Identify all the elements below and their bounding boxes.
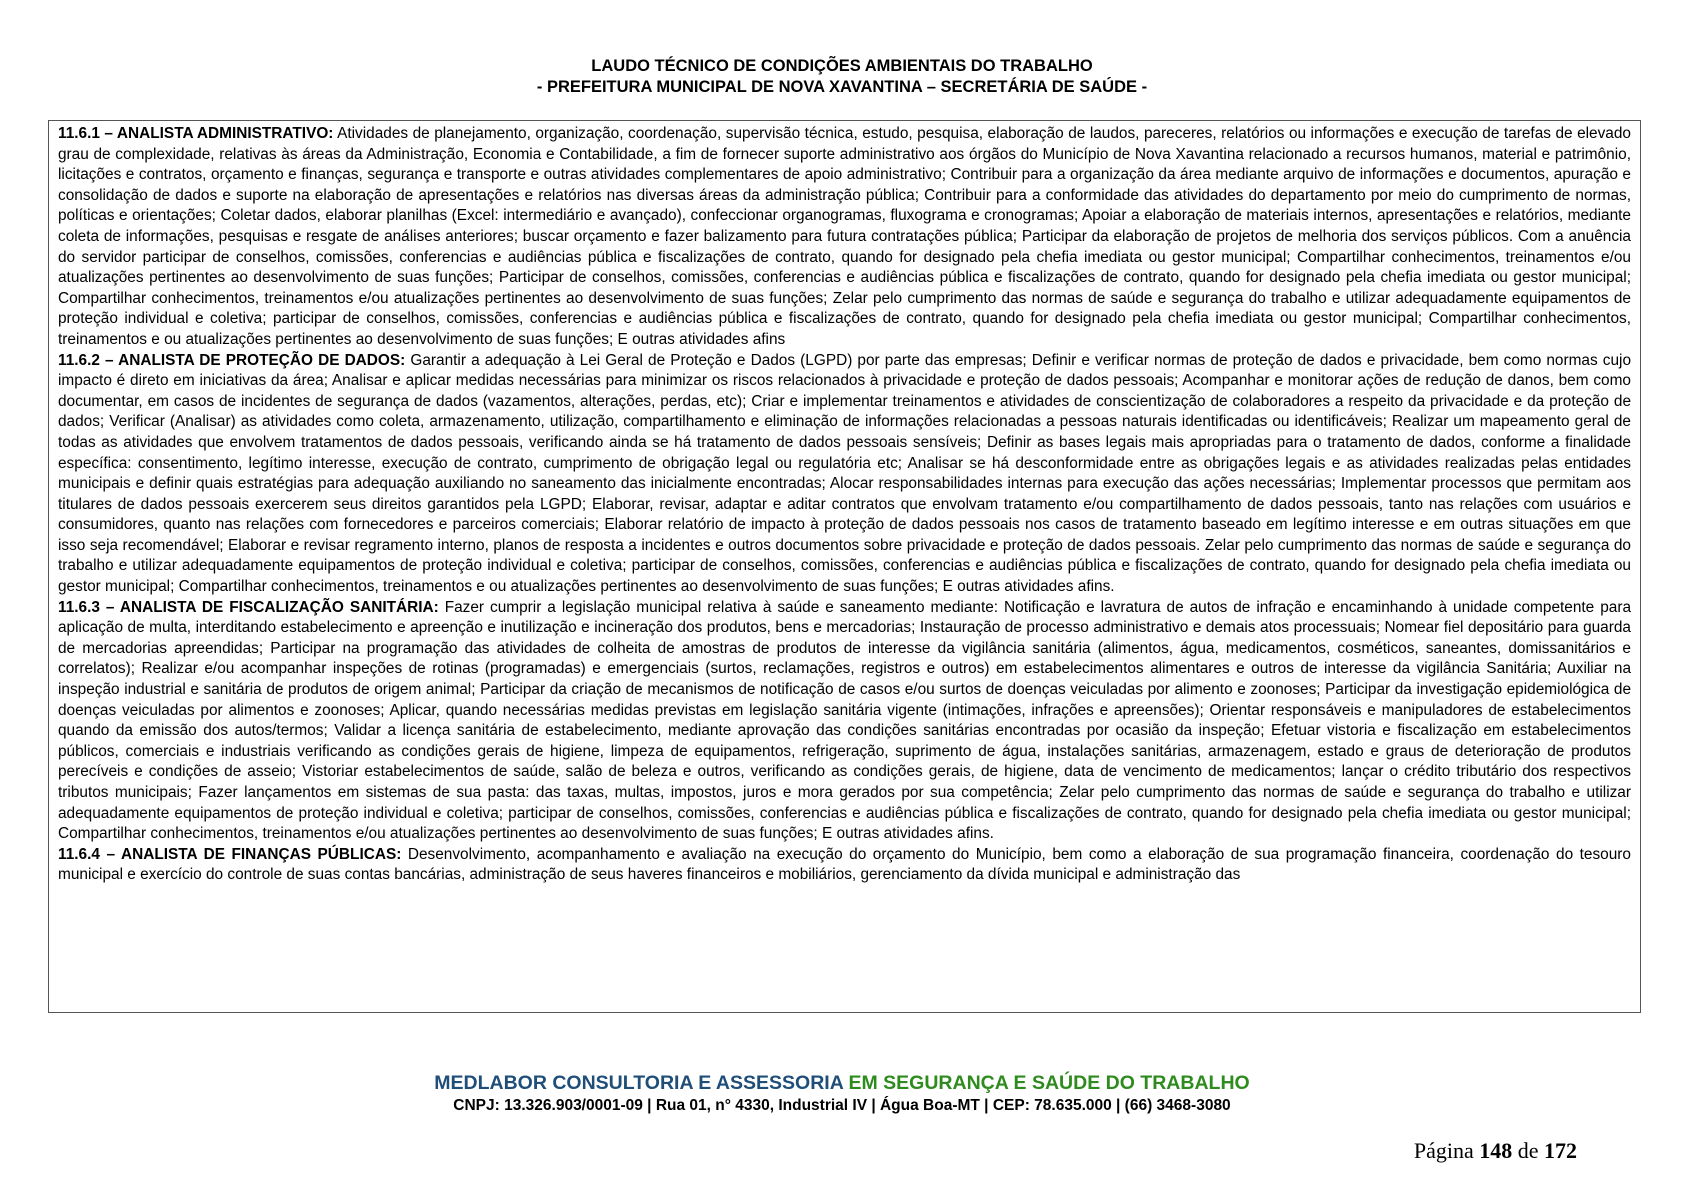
footer-contact: CNPJ: 13.326.903/0001-09 | Rua 01, n° 4330, Industrial IV | Água Boa-MT | CEP: 78.635.000 | (66) 3468-3080: [453, 1097, 1231, 1114]
company-name-blue: MEDLABOR CONSULTORIA E ASSESSORIA: [434, 1072, 844, 1094]
section-heading: 11.6.4 – ANALISTA DE FINANÇAS PÚBLICAS:: [58, 845, 402, 863]
page-current: 148: [1479, 1138, 1513, 1163]
section-text: Garantir a adequação à Lei Geral de Proteção e Dados (LGPD) por parte das empresas; Definir e verificar normas de proteção de dados e privacidade, bem como normas cujo impacto é direto em iniciativas da área; Analisar e aplicar medidas necessárias para minimizar os riscos relacionados à privacidade e proteção de dados pessoais; Acompanhar e monitorar ações de redução de danos, bem como documentar, em casos de incidentes de segurança de dados (vazamentos, alterações, perdas, etc); Criar e implementar treinamentos e atividades de conscientização de colaboradores a respeito da privacidade e da proteção de dados; Verificar (Analisar) as atividades como coleta, armazenamento, utilização, compartilhamento e eliminação de informações relacionadas a pessoas naturais identificadas ou identificáveis; Realizar um mapeamento geral de todas as atividades que envolvem tratamentos de dados pessoais, verificando ainda se há tratamento de dados pessoais sensíveis; Definir as bases legais mais apropriadas para o tratamento de dados, conforme a finalidade específica: consentimento, legítimo interesse, execução de contrato, cumprimento de obrigação legal ou regulatória etc; Analisar se há desconformidade entre as obrigações legais e as atividades realizadas pelas entidades municipais e definir quais estratégias para adequação auxiliando no saneamento das inicialmente encontradas; Alocar responsabilidades internas para execução das ações necessárias; Implementar processos que permitam aos titulares de dados pessoais exercerem seus direitos garantidos pela LGPD; Elaborar, revisar, adaptar e aditar contratos que envolvam tratamento e/ou compartilhamento de dados pessoais, tanto nas relações com usuários e consumidores, quanto nas relações com fornecedores e parceiros comerciais; Elaborar relatório de impacto à proteção de dados pessoais nos casos de tratamento baseado em legítimo interesse e em outras situações em que isso seja recomendável; Elaborar e revisar regramento interno, planos de resposta a incidentes e outros documentos sobre privacidade e proteção de dados pessoais. Zelar pelo cumprimento das normas de saúde e segurança do trabalho e utilizar adequadamente equipamentos de proteção individual e coletiva; participar de conselhos, comissões, conferencias e audiências pública e fiscalizações de contrato, quando for designado pela chefia imediata ou gestor municipal; Compartilhar conhecimentos, treinamentos e ou atualizações pertinentes ao desenvolvimento de suas funções; E outras atividades afins.: [58, 351, 1632, 596]
section-text: Atividades de planejamento, organização, coordenação, supervisão técnica, estudo, pesquisa, elaboração de laudos, pareceres, relatórios ou informações e execução de tarefas de elevado grau de complexidade, relativas às áreas da Administração, Economia e Contabilidade, a fim de fornecer suporte administrativo aos órgãos do Município de Nova Xavantina relacionado a recursos humanos, material e patrimônio, licitações e contratos, orçamento e finanças, segurança e transporte e outras atividades complementares de apoio administrativo; Contribuir para a organização da área mediante arquivo de informações e documentos, apuração e consolidação de dados e suporte na elaboração de apresentações e relatórios nas diversas áreas da administração pública; Contribuir para a conformidade das atividades do departamento por meio do cumprimento de normas, políticas e orientações; Coletar dados, elaborar planilhas (Excel: intermediário e avançado), confeccionar organogramas, fluxograma e cronogramas; Apoiar a elaboração de materiais internos, apresentações e relatórios, mediante coleta de informações, pesquisas e resgate de análises anteriores; buscar orçamento e fazer balizamento para futura contratações pública; Participar da elaboração de projetos de melhoria dos serviços públicos. Com a anuência do servidor participar de conselhos, comissões, conferencias e audiências pública e fiscalizações de contrato, quando for designado pela chefia imediata ou gestor municipal; Compartilhar conhecimentos, treinamentos e/ou atualizações pertinentes ao desenvolvimento de suas funções; Participar de conselhos, comissões, conferencias e audiências pública e fiscalizações de contrato, quando for designado pela chefia imediata ou gestor municipal; Compartilhar conhecimentos, treinamentos e/ou atualizações pertinentes ao desenvolvimento de suas funções; Zelar pelo cumprimento das normas de saúde e segurança do trabalho e utilizar adequadamente equipamentos de proteção individual e coletiva; participar de conselhos, comissões, conferencias e audiências pública e fiscalizações de contrato, quando for designado pela chefia imediata ou gestor municipal; Compartilhar conhecimentos, treinamentos e ou atualizações pertinentes ao desenvolvimento de suas funções; E outras atividades afins: [58, 125, 1631, 348]
page-separator: de: [1517, 1138, 1539, 1163]
document-header: [0, 56, 1684, 98]
page-total: 172: [1544, 1138, 1577, 1163]
document-title: LAUDO TÉCNICO DE CONDIÇÕES AMBIENTAIS DO TRABALHO: [591, 57, 1093, 75]
section-heading: 11.6.2 – ANALISTA DE PROTEÇÃO DE DADOS:: [58, 351, 406, 369]
section-text: Desenvolvimento, acompanhamento e avaliação na execução do orçamento do Município, bem como a elaboração de sua programação financeira, coordenação do tesouro municipal e exercício do controle de suas contas bancárias, administração de seus haveres financeiros e mobiliários, gerenciamento da dívida municipal e administração das: [58, 845, 1631, 884]
section-heading: 11.6.3 – ANALISTA DE FISCALIZAÇÃO SANITÁRIA:: [58, 598, 439, 616]
footer-company-name: [0, 1071, 1684, 1095]
section-text: Fazer cumprir a legislação municipal relativa à saúde e saneamento mediante: Notificação e lavratura de autos de infração e encaminhando à unidade competente para aplicação de multa, interditando estabelecimento e apreenção e inutilização e incineração dos produtos, bens e mercadorias; Instauração de processo administrativo e demais atos processuais; Nomear fiel depositário para guarda de mercadorias apreendidas; Participar na programação das atividades de colheita de amostras de produtos de interesse da vigilância sanitária (alimentos, água, medicamentos, cosméticos, saneantes, domissanitários e correlatos); Realizar e/ou acompanhar inspeções de rotinas (programadas) e emergenciais (surtos, reclamações, registros e outros) em estabelecimentos alimentares e outros de interesse da vigilância Sanitária; Auxiliar na inspeção industrial e sanitária de produtos de origem animal; Participar da criação de mecanismos de notificação de casos e/ou surtos de doenças veiculadas por alimento e zoonoses; Participar da investigação epidemiológica de doenças veiculadas por alimentos e zoonoses; Aplicar, quando necessárias medidas previstas em legislação sanitária vigente (intimações, infrações e apreensões); Orientar responsáveis e manipuladores de estabelecimentos quando da emissão dos autos/termos; Validar a licença sanitária de estabelecimento, mediante aprovação das condições sanitárias encontradas por ocasião da inspeção; Efetuar vistoria e fiscalização em estabelecimentos públicos, comerciais e industriais verificando as condições gerais de higiene, limpeza de equipamentos, refrigeração, suprimento de água, instalações sanitárias, armazenagem, estado e graus de deterioração de produtos perecíveis e condições de asseio; Vistoriar estabelecimentos de saúde, salão de beleza e outros, verificando as condições gerais, de higiene, data de vencimento de medicamentos; lançar o crédito tributário dos respectivos tributos municipais; Fazer lançamentos em sistemas de sua pasta: das taxas, multas, impostos, juros e mora gerados por sua competência; Zelar pelo cumprimento das normas de saúde e segurança do trabalho e utilizar adequadamente equipamentos de proteção individual e coletiva; participar de conselhos, comissões, conferencias e audiências pública e fiscalizações de contrato, quando for designado pela chefia imediata ou gestor municipal; Compartilhar conhecimentos, treinamentos e/ou atualizações pertinentes ao desenvolvimento de suas funções; E outras atividades afins.: [58, 598, 1632, 843]
section-analista-financas-publicas: [58, 845, 1631, 886]
company-name-green: EM SEGURANÇA E SAÚDE DO TRABALHO: [848, 1072, 1250, 1094]
content-box: [48, 120, 1641, 1013]
section-analista-administrativo: [58, 124, 1631, 351]
page-number: [1414, 1138, 1577, 1164]
section-analista-protecao-dados: [58, 351, 1631, 598]
section-heading: 11.6.1 – ANALISTA ADMINISTRATIVO:: [58, 125, 334, 142]
section-analista-fiscalizacao-sanitaria: [58, 598, 1631, 845]
page-label: Página: [1413, 1138, 1474, 1163]
document-subtitle: - PREFEITURA MUNICIPAL DE NOVA XAVANTINA – SECRETÁRIA DE SAÚDE -: [536, 78, 1148, 96]
